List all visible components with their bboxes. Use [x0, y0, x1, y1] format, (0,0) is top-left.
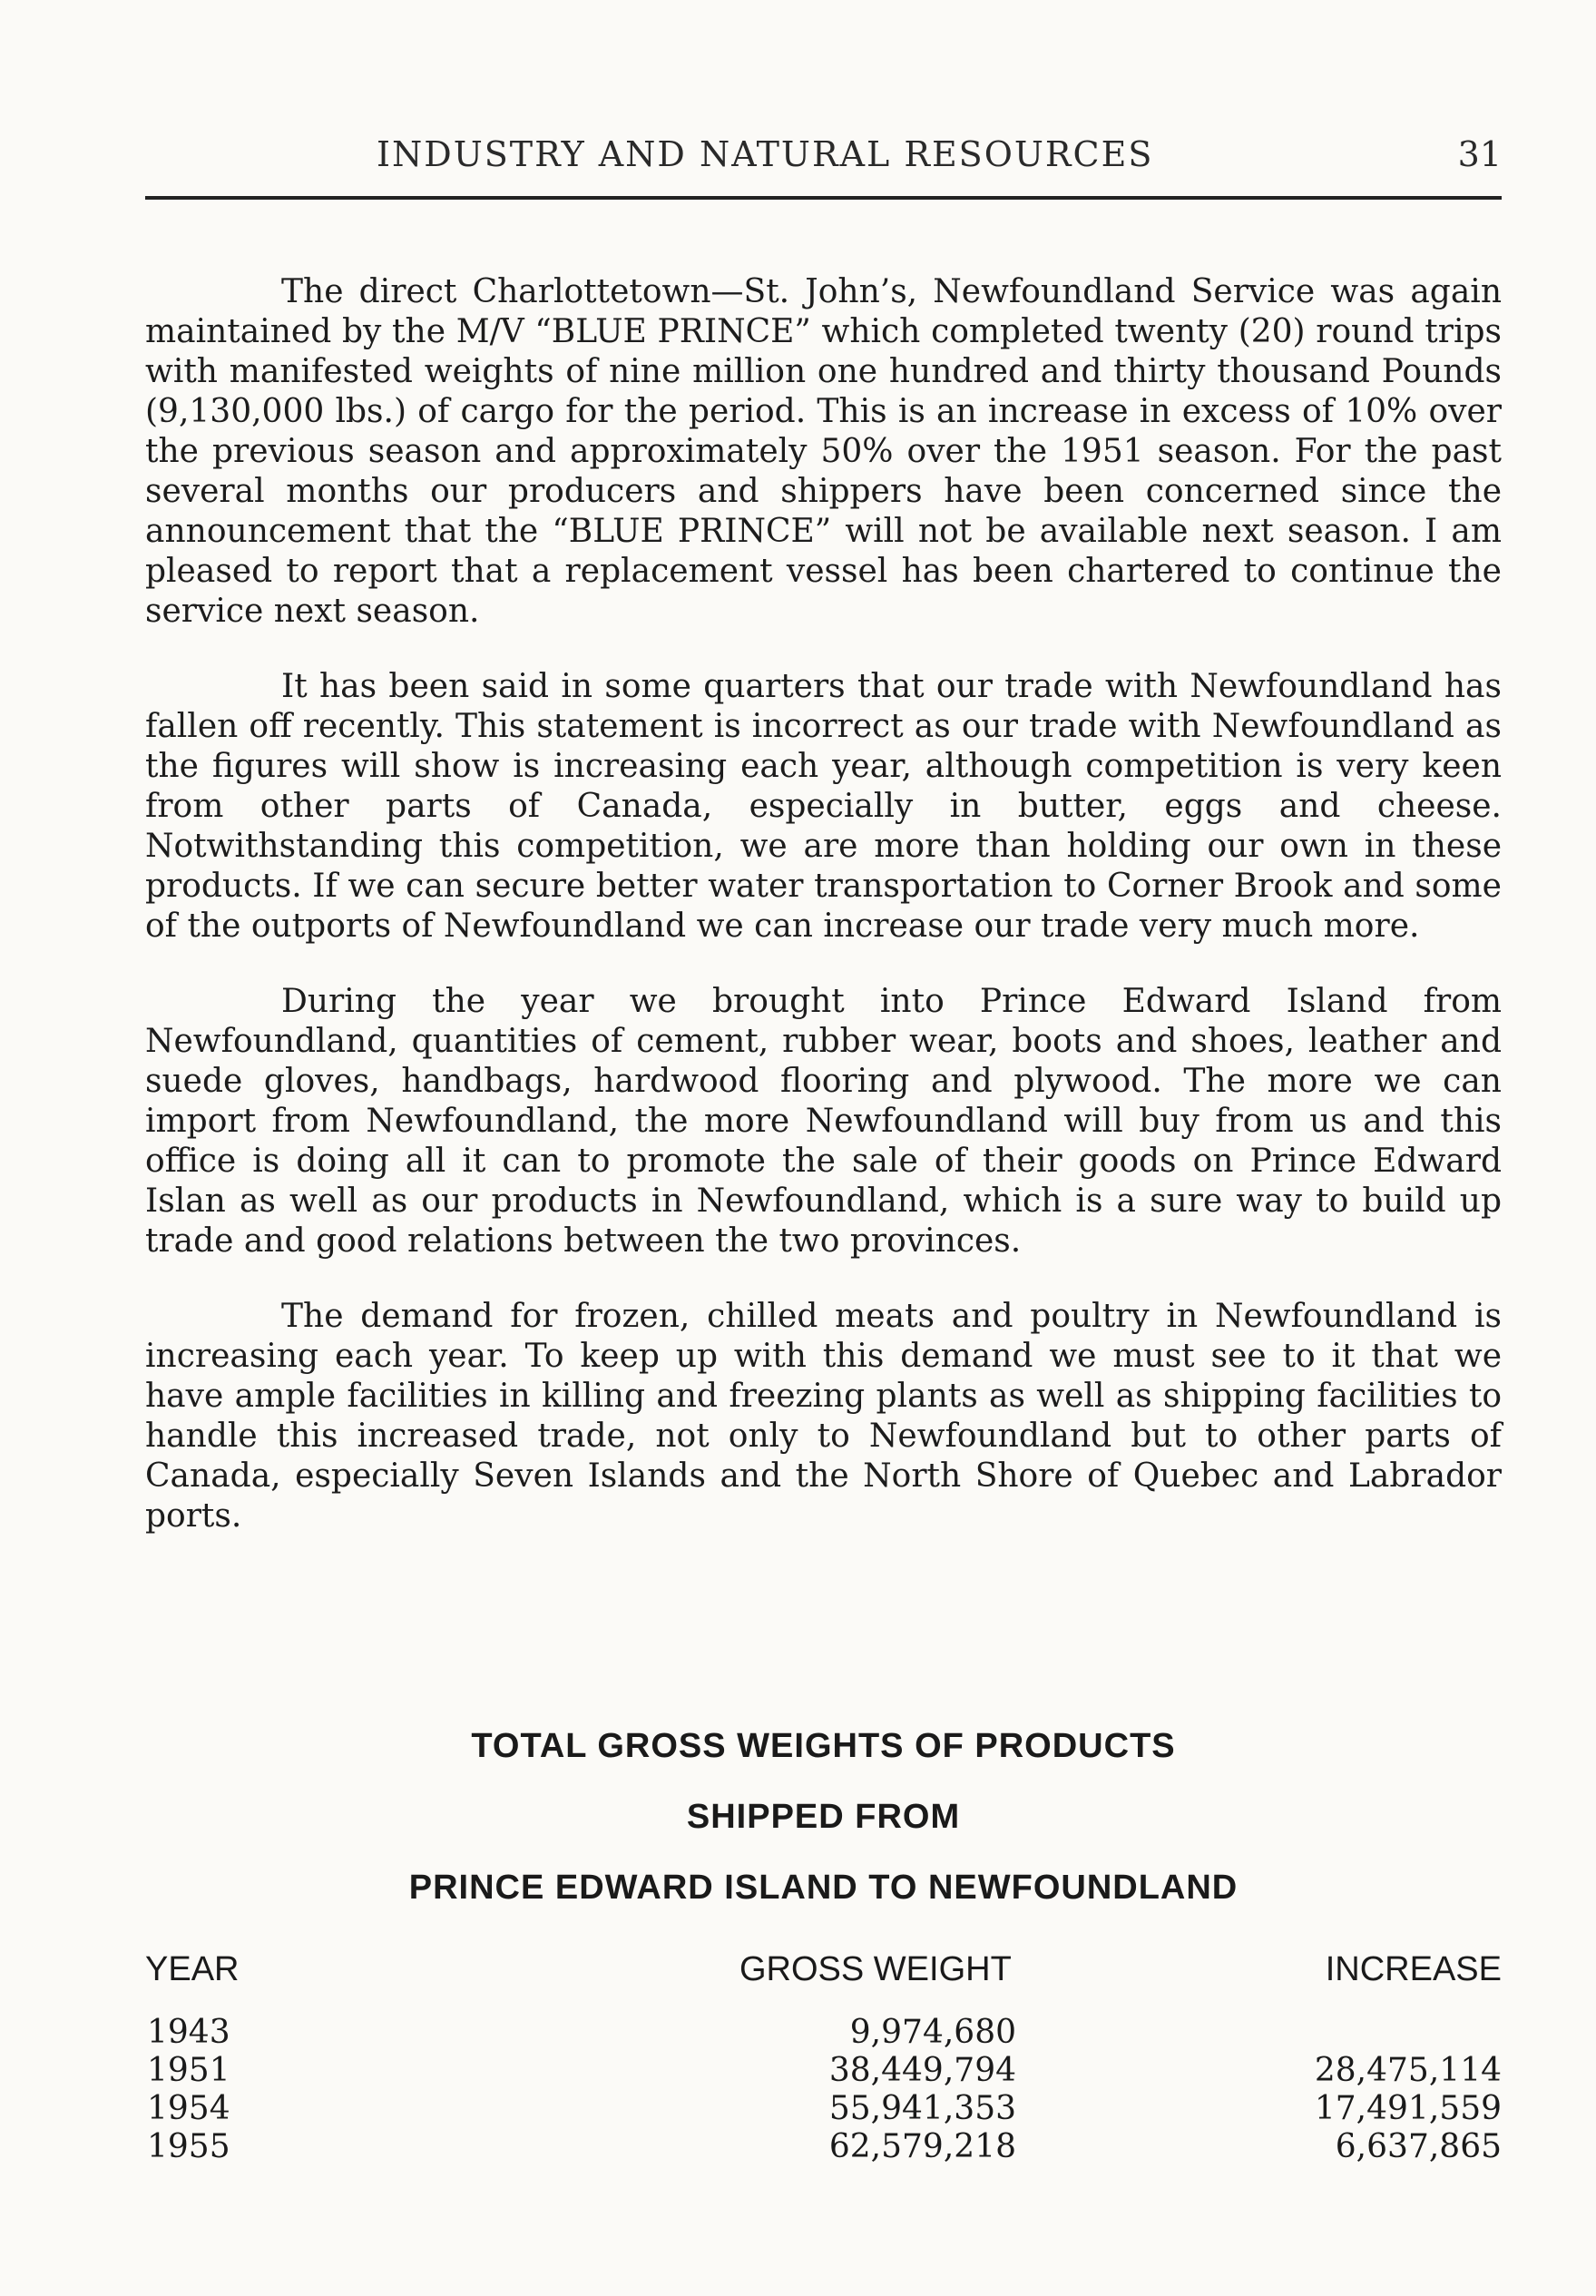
running-header [145, 134, 1502, 185]
body-text [145, 272, 1502, 1572]
weights-table [145, 1729, 1502, 2166]
column-header-increase: INCREASE [1325, 1950, 1502, 1988]
table-title-line: TOTAL GROSS WEIGHTS OF PRODUCTS [471, 1727, 1176, 1765]
cell-gross-weight: 62,579,218 [828, 2128, 1016, 2165]
cell-year: 1951 [147, 2052, 230, 2089]
cell-gross-weight: 38,449,794 [828, 2052, 1016, 2089]
cell-increase: 6,637,865 [1335, 2128, 1502, 2165]
cell-gross-weight: 9,974,680 [849, 2014, 1016, 2051]
paragraph: The direct Charlottetown—St. John’s, Newfoundland Service was again maintained by the M/V “BLUE PRINCE” which completed twenty (20) round trips with manifested weights of nine million one hundred and thirty thousand Pounds (9,130,000 lbs.) of cargo for the period. This is an increase in excess of 10% over the previous season and approximately 50% over the 1951 season. For the past several months our producers and shippers have been concerned since the announcement that the “BLUE PRINCE” will not be available next season. I am pleased to report that a replacement vessel has been chartered to continue the service next season. [145, 273, 1502, 630]
header-title: INDUSTRY AND NATURAL RESOURCES [377, 134, 1154, 174]
cell-increase: 28,475,114 [1314, 2052, 1502, 2089]
paragraph: The demand for frozen, chilled meats and poultry in Newfoundland is increasing each year. To keep up with this demand we must see to it that we have ample facilities in killing and freezing plants as well as shipping facilities to handle this increased trade, not only to Newfoundland but to other parts of Canada, especially Seven Islands and the North Shore of Quebec and Labrador ports. [145, 1298, 1502, 1535]
column-header-gross-weight: GROSS WEIGHT [739, 1950, 1012, 1988]
table-row [145, 2014, 1502, 2052]
table-title-line: SHIPPED FROM [686, 1798, 961, 1836]
table-row [145, 2052, 1502, 2090]
column-header-year: YEAR [145, 1950, 240, 1988]
cell-increase: 17,491,559 [1314, 2090, 1502, 2127]
header-rule [145, 196, 1502, 200]
cell-gross-weight: 55,941,353 [828, 2090, 1016, 2127]
paragraph: It has been said in some quarters that our trade with Newfoundland has fallen off recently. This statement is incorrect as our trade with Newfoundland as the figures will show is increasing each year, although competition is very keen from other parts of Canada, especially in butter, eggs and cheese. Notwithstanding this competition, we are more than holding our own in these products. If we can secure better water transportation to Corner Brook and some of the outports of Newfoundland we can increase our trade very much more. [145, 668, 1502, 945]
cell-year: 1955 [147, 2128, 230, 2165]
paragraph: During the year we brought into Prince Edward Island from Newfoundland, quantities of cement, rubber wear, boots and shoes, leather and suede gloves, handbags, hardwood flooring and plywood. The more we can import from Newfoundland, the more Newfoundland will buy from us and this office is doing all it can to promote the sale of their goods on Prince Edward Islan as well as our products in Newfoundland, which is a sure way to build up trade and good relations between the two provinces. [145, 983, 1502, 1260]
cell-year: 1954 [147, 2090, 230, 2127]
cell-year: 1943 [147, 2014, 230, 2051]
page-number: 31 [1457, 134, 1502, 174]
table-title-line: PRINCE EDWARD ISLAND TO NEWFOUNDLAND [408, 1869, 1239, 1907]
table-body [145, 2014, 1502, 2166]
table-row [145, 2090, 1502, 2128]
table-row [145, 2128, 1502, 2166]
table-header-row [145, 1950, 1502, 1992]
